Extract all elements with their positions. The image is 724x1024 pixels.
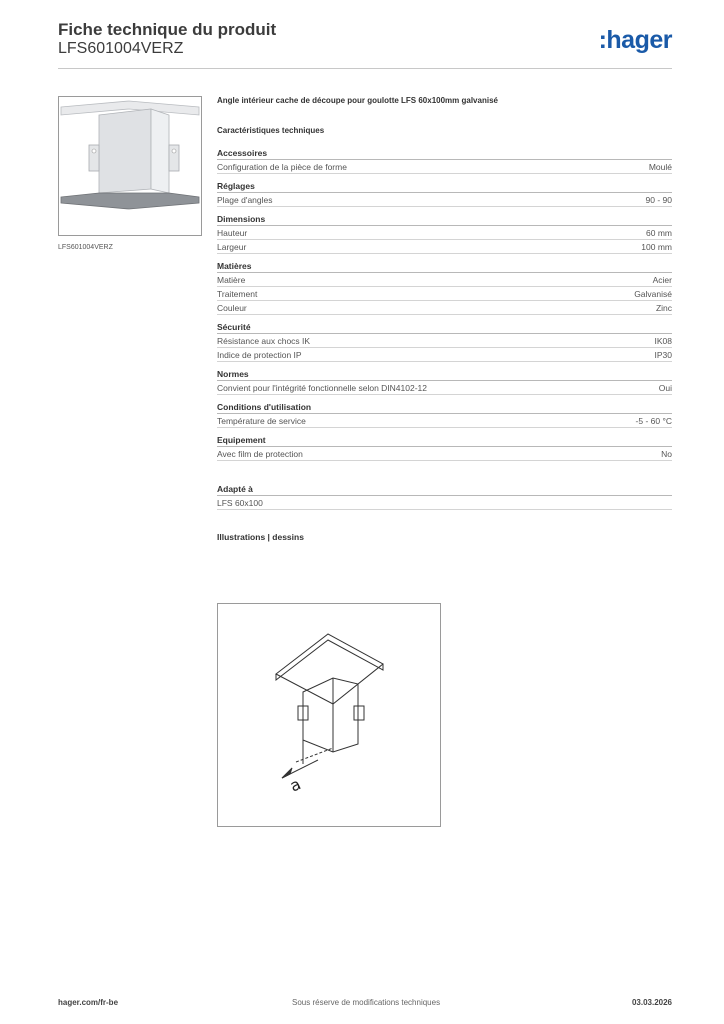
spec-group-normes — [217, 368, 672, 395]
spec-value: Galvanisé — [634, 289, 672, 299]
spec-value: Moulé — [648, 162, 672, 172]
page-header — [58, 20, 672, 68]
header-divider — [58, 68, 672, 69]
adapted-value: LFS 60x100 — [217, 498, 263, 508]
spec-row — [217, 348, 672, 362]
spec-row — [217, 334, 672, 348]
logo-prefix: : — [598, 26, 607, 54]
hager-logo — [599, 26, 672, 55]
specifications-column — [217, 96, 672, 542]
adapted-to-section — [217, 483, 672, 510]
spec-row — [217, 381, 672, 395]
product-reference: LFS601004VERZ — [58, 40, 184, 57]
spec-label: Couleur — [217, 303, 247, 313]
spec-value: Oui — [658, 383, 672, 393]
spec-label: Matière — [217, 275, 246, 285]
spec-group-dimensions — [217, 213, 672, 254]
footer-date: 03.03.2026 — [631, 998, 672, 1007]
spec-group-title: Sécurité — [217, 321, 672, 334]
technical-drawing — [217, 603, 441, 827]
spec-label: Plage d'angles — [217, 195, 273, 205]
spec-value: IK08 — [654, 336, 672, 346]
spec-value: 100 mm — [641, 242, 672, 252]
spec-row — [217, 160, 672, 174]
spec-group-securite — [217, 321, 672, 362]
spec-value: -5 - 60 °C — [635, 416, 672, 426]
spec-value: 90 - 90 — [645, 195, 672, 205]
dimension-label-a: a — [286, 774, 304, 796]
footer-notice: Sous réserve de modifications techniques — [292, 998, 441, 1007]
footer-website[interactable]: hager.com/fr-be — [58, 998, 119, 1007]
spec-group-title: Normes — [217, 368, 672, 381]
spec-group-matieres — [217, 260, 672, 315]
spec-row — [217, 226, 672, 240]
adapted-row — [217, 496, 672, 510]
spec-group-title: Matières — [217, 260, 672, 273]
spec-row — [217, 301, 672, 315]
illustrations-heading: Illustrations | dessins — [217, 532, 304, 542]
spec-label: Indice de protection IP — [217, 350, 302, 360]
spec-group-conditions — [217, 401, 672, 428]
spec-group-title: Dimensions — [217, 213, 672, 226]
spec-row — [217, 287, 672, 301]
spec-label: Configuration de la pièce de forme — [217, 162, 347, 172]
spec-group-reglages — [217, 180, 672, 207]
logo-text: hager — [606, 26, 672, 54]
spec-row — [217, 240, 672, 254]
spec-label: Traitement — [217, 289, 258, 299]
spec-group-equipement — [217, 434, 672, 461]
spec-row — [217, 414, 672, 428]
spec-label: Résistance aux chocs IK — [217, 336, 311, 346]
product-photo — [58, 96, 202, 236]
spec-value: No — [661, 449, 672, 459]
document-title: Fiche technique du produit — [58, 20, 277, 39]
spec-label: Température de service — [217, 416, 306, 426]
spec-label: Largeur — [217, 242, 247, 252]
spec-value: IP30 — [654, 350, 672, 360]
spec-group-title: Réglages — [217, 180, 672, 193]
spec-label: Convient pour l'intégrité fonctionnelle selon DIN4102-12 — [217, 383, 428, 393]
spec-label: Hauteur — [217, 228, 248, 238]
spec-row — [217, 447, 672, 461]
spec-row — [217, 273, 672, 287]
spec-value: Zinc — [655, 303, 672, 313]
adapted-title: Adapté à — [217, 483, 672, 496]
spec-group-accessoires — [217, 147, 672, 174]
spec-value: 60 mm — [646, 228, 672, 238]
spec-value: Acier — [652, 275, 672, 285]
spec-group-title: Accessoires — [217, 147, 672, 160]
spec-group-title: Equipement — [217, 434, 672, 447]
specs-heading: Caractéristiques techniques — [217, 126, 325, 135]
product-caption: LFS601004VERZ — [58, 244, 113, 251]
product-description: Angle intérieur cache de découpe pour goulotte LFS 60x100mm galvanisé — [217, 96, 498, 105]
spec-group-title: Conditions d'utilisation — [217, 401, 672, 414]
spec-row — [217, 193, 672, 207]
spec-label: Avec film de protection — [217, 449, 303, 459]
